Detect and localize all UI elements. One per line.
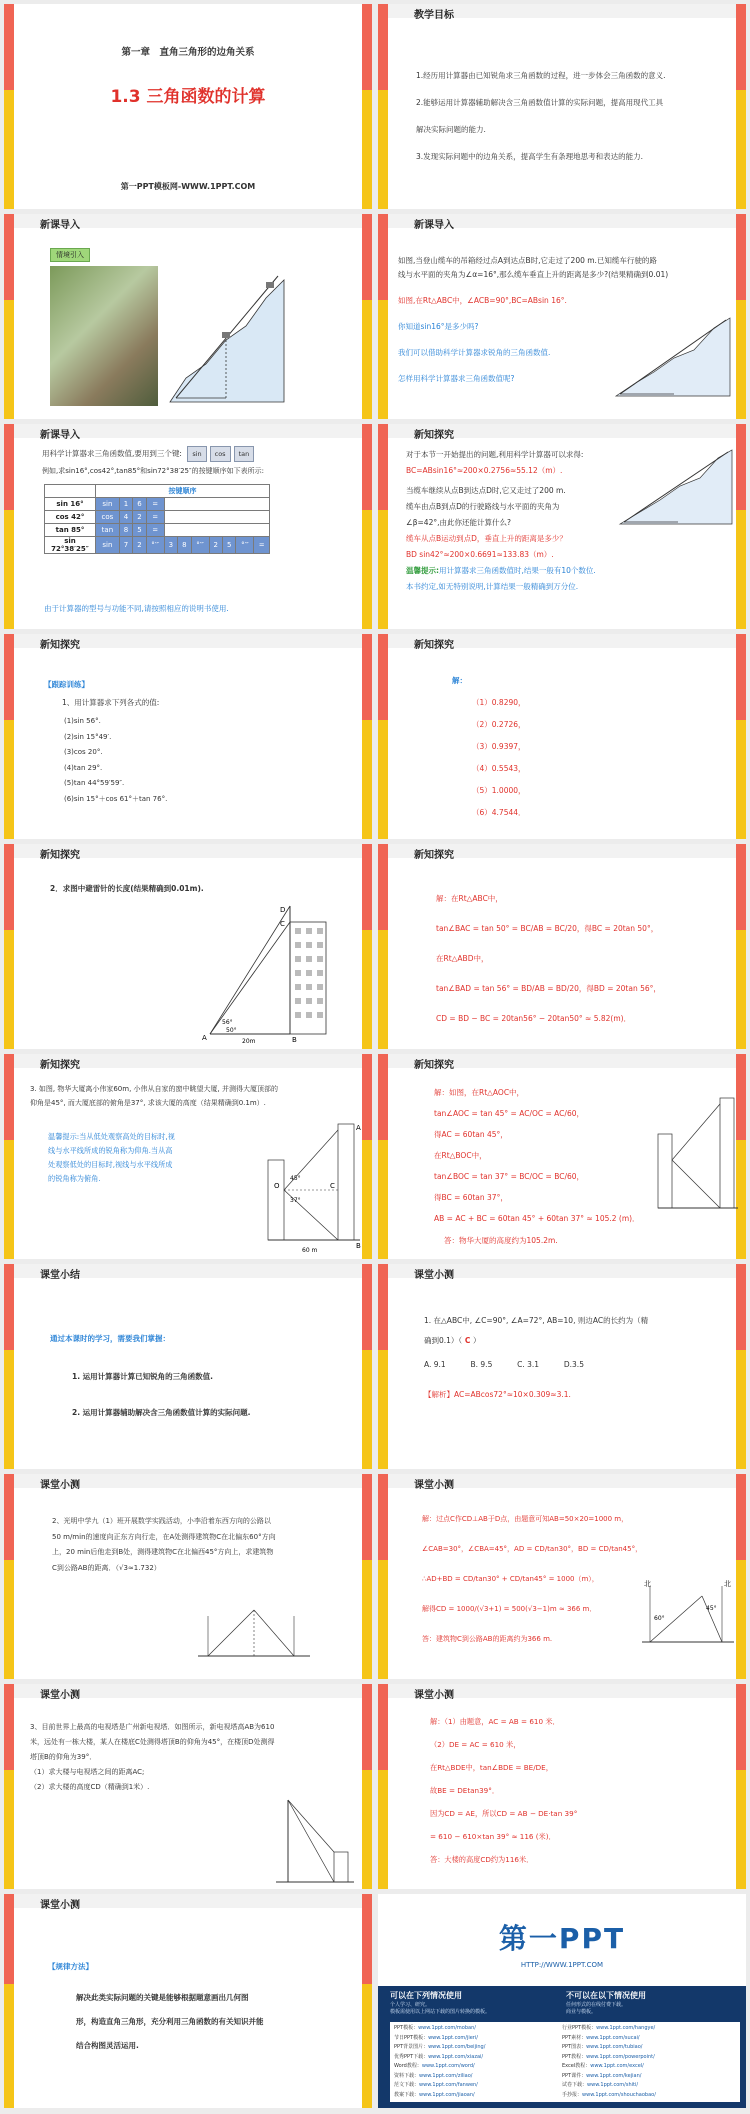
answer-line: 答：物华大厦的高度约为105.2m.: [444, 1236, 558, 1245]
slide-heading: 课堂小测: [40, 1480, 80, 1491]
list-item: （1）0.8290，: [472, 698, 526, 707]
chapter-title: 第一章 直角三角形的边角关系: [121, 47, 255, 58]
angle-37: 37°: [290, 1197, 301, 1204]
prompt-1: 你知道sin16°是多少吗?: [398, 322, 479, 331]
slide-lightning-rod: [4, 844, 372, 1049]
slide-practice-answers: [378, 634, 746, 839]
point-c: C: [330, 1182, 335, 1190]
usage-banner: [378, 1986, 746, 2108]
keys-intro: 用科学计算器求三角函数值,要用到三个键: sin cos tan: [42, 446, 254, 462]
slide-intro-scene: [4, 214, 372, 419]
cable-car-diagram: [618, 446, 734, 526]
link-item[interactable]: www.1ppt.com/moban/: [418, 2025, 476, 2031]
link-item[interactable]: www.1ppt.com/jieri/: [428, 2034, 478, 2041]
quiz-question: 1. 在△ABC中, ∠C=90°, ∠A=72°, AB=10, 则边AC的长约为（精: [424, 1316, 649, 1325]
slide-heading: 课堂小测: [414, 1270, 454, 1281]
tan-key: tan: [234, 446, 255, 462]
question-text: 2．求图中避雷针的长度(结果精确到0.01m).: [50, 884, 204, 893]
slide-lightning-solution: [378, 844, 746, 1049]
method-label: 【规律方法】: [48, 1962, 93, 1971]
list-item: (4)tan 29°.: [64, 763, 103, 772]
point-o: O: [274, 1182, 280, 1190]
explore-question: 缆车从点B运动到点D，垂直上升的距离是多少？: [406, 534, 567, 543]
slide-heading: 新知探究: [414, 850, 454, 861]
slide-quiz-3: [4, 1684, 372, 1889]
building-diagram: [656, 1094, 740, 1214]
prompt-2: 我们可以借助科学计算器求锐角的三角函数值.: [398, 348, 551, 357]
question-text: 3. 如图, 物华大厦离小伟家60m, 小伟从自家的窗中眺望大厦, 并测得大厦顶部的 仰角是45°, 而大厦底部的俯角是37°, 求该大厦的高度（结果精确到0.1m）.: [30, 1085, 278, 1107]
objectives-list: [416, 62, 736, 170]
angle-45: 45°: [706, 1605, 717, 1612]
link-item[interactable]: www.1ppt.com/shouchaobao/: [582, 2091, 656, 2098]
solution-steps: 解：（1）由题意，AC = AB = 610 米． （2）DE = AC = 610 米， 在Rt△BDE中，tan∠BDE = BE/DE， 故BE = DEtan39°． 因为CD = AE，所以CD = AB − DE·tan 39° = 610 − 610×tan 39° ≈ 116 (米)． 答：大楼的高度CD约为116米．: [430, 1717, 578, 1864]
slide-heading: 课堂小测: [40, 1690, 80, 1701]
list-item: (2)sin 15°49′.: [64, 732, 112, 741]
summary-point-2: 2. 运用计算器辅助解决含三角函数值计算的实际问题.: [72, 1408, 251, 1417]
lesson-title: 1.3 三角函数的计算: [110, 87, 266, 107]
prompt-3: 怎样用科学计算器求三角函数值呢?: [398, 374, 515, 383]
objective-2: 2.能够运用计算器辅助解决含三角函数值计算的实际问题，提高用现代工具: [416, 98, 664, 107]
slide-intro-question: [378, 214, 746, 419]
tower-diagram: [274, 1796, 356, 1886]
slide-building-solution: [378, 1054, 746, 1259]
angle-60: 60°: [654, 1615, 665, 1622]
link-item[interactable]: www.1ppt.com/kejian/: [586, 2072, 642, 2079]
slide-credits: [378, 1894, 746, 2108]
brand-url: HTTP://WWW.1PPT.COM: [520, 1961, 604, 1969]
table-row: cos 42° cos 4 2 =: [45, 511, 270, 524]
list-item: （3）0.9397，: [472, 742, 526, 751]
summary-point-1: 1. 运用计算器计算已知锐角的三角函数值.: [72, 1372, 214, 1381]
slide-heading: 新知探究: [414, 640, 454, 651]
objective-1: 1.经历用计算器由已知锐角求三角函数的过程，进一步体会三角函数的意义.: [416, 71, 666, 80]
list-item: (5)tan 44°59′59″.: [64, 779, 125, 787]
road-diagram: [194, 1596, 314, 1666]
slide-heading: 教学目标: [414, 10, 454, 21]
explore-line-4: ∠β=42°,由此你还能计算什么?: [406, 518, 511, 527]
north-label-b: 北: [724, 1580, 731, 1588]
slide-heading: 课堂小测: [414, 1480, 454, 1491]
list-item: （5）1.0000，: [472, 786, 526, 795]
method-text: 解决此类实际问题的关键是能够根据题意画出几何图 形，构造直角三角形，充分利用三角函数的有关知识并能 结合构图灵活运用.: [76, 1993, 264, 2050]
angle-56: 56°: [222, 1019, 233, 1026]
slide-title: [4, 4, 372, 209]
quiz-question: 2、光明中学九（1）班开展数学实践活动，小李沿着东西方向的公路以 50 m/min的速度向正东方向行走，在A处测得建筑物C在北偏东60°方向 上，20 min后他走到B处，测得建筑物C在北偏西45°方向上，求建筑物 C到公路AB的距离．（√3≈1.732）: [52, 1517, 276, 1572]
slide-explore-cable: [378, 424, 746, 629]
hint-line-2: 本书约定,如无特别说明,计算结果一般精确到万分位.: [406, 582, 579, 591]
cos-key: cos: [210, 446, 231, 462]
solution-steps: 解：在Rt△ABC中， tan∠BAC = tan 50° = BC/AB = BC/20，得BC = 20tan 50°， 在Rt△ABD中， tan∠BAD = tan 56° = BD/AB = BD/20，得BD = 20tan 56°， CD = BD − BC = 20tan56° − 20tan50° ≈ 5.82(m)．: [436, 894, 661, 1023]
point-d: D: [280, 906, 286, 914]
explore-line-2: 当缆车继续从点B到达点D时,它又走过了200 m.: [406, 486, 566, 495]
footer-site: 第一PPT模板网-WWW.1PPT.COM: [120, 182, 256, 191]
building-diagram: [266, 1120, 362, 1256]
objective-2-cont: 解决实际问题的能力.: [416, 125, 486, 134]
distance-label: 60 m: [302, 1247, 318, 1254]
allowed-title: 可以在下列情况使用: [390, 1991, 462, 2000]
cable-car-diagram: [166, 268, 290, 406]
quiz-analysis: 【解析】AC=ABcos72°≈10×0.309≈3.1.: [424, 1390, 571, 1399]
forbidden-list: 任何形式的在线付费下载。 商业与模板。: [566, 2002, 627, 2015]
link-item[interactable]: www.1ppt.com/word/: [421, 2063, 475, 2069]
solution-steps: 解：如图，在Rt△AOC中， tan∠AOC = tan 45° = AC/OC = AC/60， 得AC = 60tan 45°， 在Rt△BOC中， tan∠BOC = tan 37° = BC/OC = BC/60， 得BC = 60tan 37°， AB = AC + BC = 60tan 45° + 60tan 37° ≈ 105.2 (m)．: [434, 1088, 640, 1223]
link-item[interactable]: www.1ppt.com/beijing/: [428, 2044, 486, 2050]
slide-heading: 新课导入: [414, 220, 454, 231]
link-item[interactable]: www.1ppt.com/fanwen/: [419, 2082, 478, 2088]
link-item[interactable]: www.1ppt.com/hangye/: [596, 2025, 656, 2031]
answer-label: 解：: [452, 676, 467, 685]
practice-label: 【跟踪训练】: [44, 680, 89, 689]
list-item: （6）4.7544．: [472, 808, 526, 817]
link-table: [390, 2022, 740, 2102]
slide-building-height: [4, 1054, 372, 1259]
road-diagram: [640, 1580, 736, 1650]
solution-steps: 解：过点C作CD⊥AB于D点，由题意可知AB=50×20=1000 m， ∠CAB=30°，∠CBA=45°，AD = CD/tan30°，BD = CD/tan45°， ∴AD+BD = CD/tan30° + CD/tan45° = 1000（m）， 解得CD = 1000/(√3+1) = 500(√3−1)m ≈ 366 m． 答：建筑物C到公路AB的距离约为366 m.: [422, 1515, 643, 1643]
north-label-a: 北: [644, 1580, 651, 1588]
answer-list: [472, 692, 526, 824]
slide-heading: 新知探究: [40, 640, 80, 651]
list-item: （4）0.5543，: [472, 764, 526, 773]
angle-tip: 温馨提示:当从低处观察高处的目标时,视 线与水平线所成的锐角称为仰角.当从高 处观察低处的目标时,视线与水平线所成 的锐角称为俯角.: [48, 1132, 175, 1183]
link-item[interactable]: www.1ppt.com/excel/: [590, 2063, 644, 2069]
objective-3: 3.发现实际问题中的边角关系，提高学生有条理地思考和表达的能力.: [416, 152, 644, 161]
forbidden-title: 不可以在以下情况使用: [566, 1991, 646, 2000]
explore-line-1: 对于本节一开始提出的问题,利用科学计算器可以求得:: [406, 450, 584, 459]
question-text: 如图,当登山缆车的吊箱经过点A到达点B时,它走过了200 m.已知缆车行驶的路 线与水平面的夹角为∠α=16°,那么缆车垂直上升的距离是多少?(结果精确到0.01): [398, 256, 669, 279]
slide-method: [4, 1894, 372, 2108]
slide-objectives: [378, 4, 746, 209]
slide-quiz-3-solution: [378, 1684, 746, 1889]
table-row: sin 16° sin 1 6 =: [45, 498, 270, 511]
keys-example: 例如,求sin16°,cos42°,tan85°和sin72°38′25″的按键顺序如下表所示:: [42, 467, 264, 475]
explore-result-2: BD sin42°≈200×0.6691≈133.83（m）.: [406, 550, 554, 559]
slide-heading: 课堂小结: [40, 1270, 80, 1281]
link-list-left: PPT模板：www.1ppt.com/moban/ 节日PPT模板：www.1ppt.com/jieri/ PPT背景图片：www.1ppt.com/beijing/ 优秀PPT下载：www.1ppt.com/xiazai/ Word教程：www.1ppt.com/word/ 资料下载：www.1ppt.com/ziliao/ 范文下载：www.1ppt.com/fanwen/ 教案下载：www.1ppt.com/jiaoan/: [394, 2025, 486, 2098]
link-item[interactable]: www.1ppt.com/powerpoint/: [586, 2053, 655, 2060]
practice-question: 1、用计算器求下列各式的值:: [62, 698, 160, 707]
slide-heading: 课堂小测: [40, 1900, 80, 1911]
table-row: tan 85° tan 8 5 =: [45, 524, 270, 537]
list-item: （2）0.2726，: [472, 720, 526, 729]
quiz-options: A. 9.1 B. 9.5 C. 3.1 D.3.5: [424, 1360, 584, 1369]
point-b: B: [356, 1242, 361, 1250]
slide-summary: [4, 1264, 372, 1469]
link-item[interactable]: www.1ppt.com/tubiao/: [586, 2044, 643, 2050]
cable-car-diagram: [614, 314, 732, 398]
quiz-question-cont: 确到0.1）（ C ）: [424, 1336, 481, 1345]
lightning-rod-diagram: [200, 902, 336, 1044]
list-item: (1)sin 56°.: [64, 717, 101, 725]
slide-calculator-keys: [4, 424, 372, 629]
point-c: C: [280, 920, 285, 928]
brand-logo: 第一PPT: [498, 1922, 626, 1955]
link-item[interactable]: www.1ppt.com/jiaoan/: [419, 2091, 475, 2098]
point-a: A: [356, 1124, 361, 1132]
link-item[interactable]: www.1ppt.com/ziliao/: [419, 2072, 473, 2079]
calculator-note: 由于计算器的型号与功能不同,请按照相应的说明书使用.: [44, 604, 229, 613]
slide-heading: 课堂小测: [414, 1690, 454, 1701]
angle-45: 45°: [290, 1175, 301, 1182]
link-item[interactable]: www.1ppt.com/xiazai/: [428, 2053, 484, 2060]
practice-items: [64, 714, 167, 807]
rt-triangle-note: 如图,在Rt△ABC中，∠ACB=90°,BC=ABsin 16°.: [398, 296, 567, 305]
point-b: B: [292, 1036, 297, 1044]
slide-quiz-2-solution: [378, 1474, 746, 1679]
key-sequence-table: [44, 484, 270, 554]
slide-heading: 新知探究: [40, 1060, 80, 1071]
table-header: 按键顺序: [96, 485, 270, 498]
quiz-answer: C: [464, 1336, 471, 1345]
distance-label: 20m: [242, 1038, 256, 1044]
allowed-list: 个人学习、研究。 模板需使用以上网站下载的图片转换的模板。: [390, 2002, 491, 2015]
angle-50: 50°: [226, 1027, 237, 1034]
slide-quiz-1: [378, 1264, 746, 1469]
table-row: sin 72°38′25″ sin 7 2 °′″ 3 8 °′″ 2 5 °′″ =: [45, 537, 270, 554]
link-item[interactable]: www.1ppt.com/sucai/: [586, 2034, 640, 2041]
list-item: (3)cos 20°.: [64, 748, 103, 756]
hint-line-1: 温馨提示:用计算器求三角函数值时,结果一般有10个数位.: [406, 566, 596, 575]
list-item: (6)sin 15°＋cos 61°＋tan 76°.: [64, 794, 168, 803]
explore-result-1: BC=ABsin16°≈200×0.2756≈55.12（m）.: [406, 466, 563, 475]
link-item[interactable]: www.1ppt.com/shiti/: [587, 2082, 639, 2088]
cable-car-photo: [50, 266, 158, 406]
slide-heading: 新知探究: [40, 850, 80, 861]
slide-heading: 新知探究: [414, 430, 454, 441]
slide-practice: [4, 634, 372, 839]
slide-heading: 新知探究: [414, 1060, 454, 1071]
quiz-question: 3、目前世界上最高的电视塔是广州新电视塔．如图所示，新电视塔高AB为610 米，远处有一栋大楼，某人在楼底C处测得塔顶B的仰角为45°，在楼顶D处测得 塔顶B的仰角为39°． （1）求大楼与电视塔之间的距离AC; （2）求大楼的高度CD（精确到1米）.: [30, 1723, 275, 1791]
slide-quiz-2: [4, 1474, 372, 1679]
point-a: A: [202, 1034, 207, 1042]
slide-heading: 新课导入: [40, 430, 80, 441]
slide-heading: 新课导入: [40, 220, 80, 231]
sin-key: sin: [187, 446, 206, 462]
link-list-right: 行业PPT模板：www.1ppt.com/hangye/ PPT素材：www.1ppt.com/sucai/ PPT图表：www.1ppt.com/tubiao/ PPT教程：www.1ppt.com/powerpoint/ Excel教程：www.1ppt.com/excel/ PPT课件：www.1ppt.com/kejian/ 试卷下载：www.1ppt.com/shiti/ 手抄报：www.1ppt.com/shouchaobao/: [562, 2025, 656, 2098]
summary-intro: 通过本课时的学习，需要我们掌握：: [50, 1334, 170, 1343]
scene-tag: 情境引入: [50, 242, 90, 262]
explore-line-3: 缆车由点B到点D的行驶路线与水平面的夹角为: [406, 502, 560, 511]
